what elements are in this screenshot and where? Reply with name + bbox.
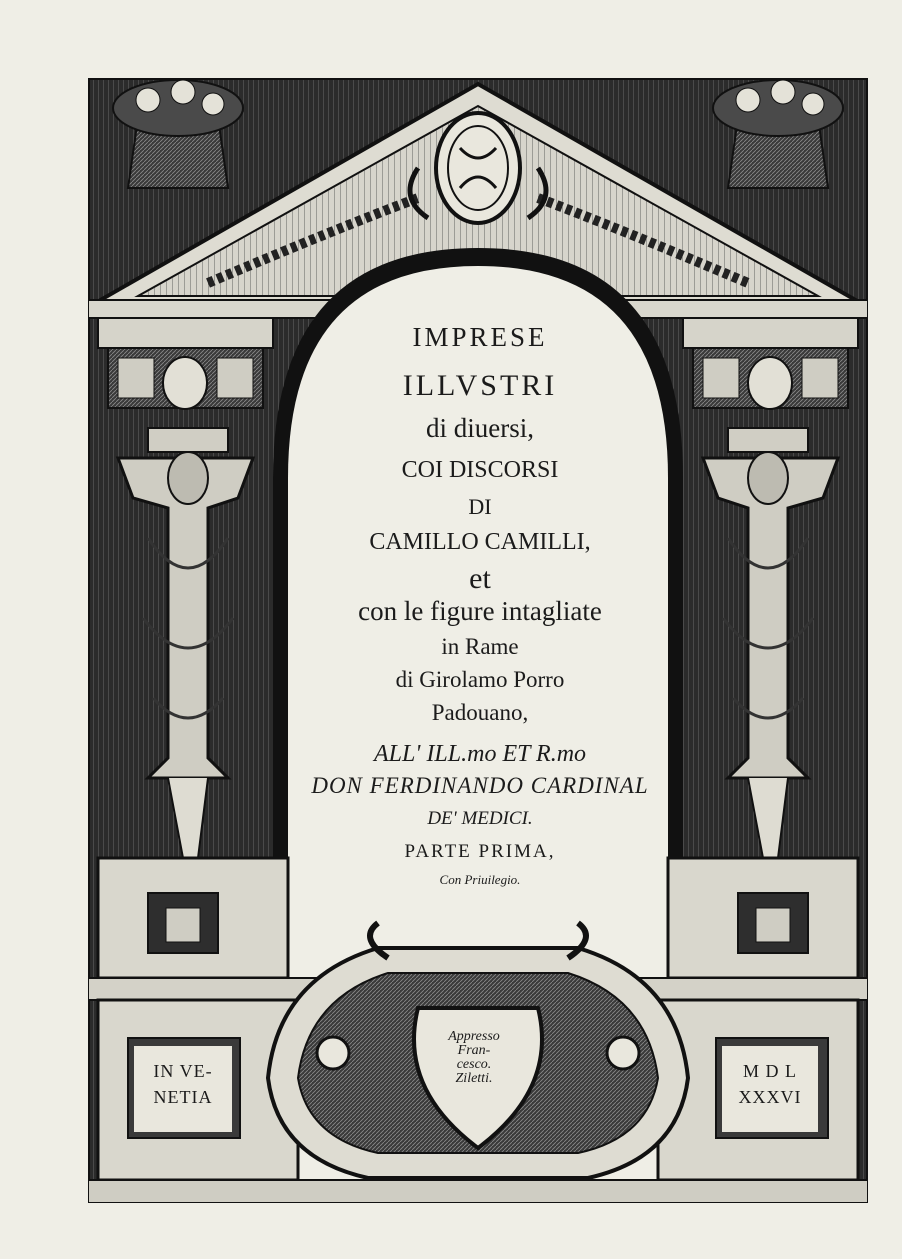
place-plaque xyxy=(134,1046,232,1132)
place-line-1: IN VE- xyxy=(153,1061,213,1081)
title-line-figure: con le figure intagliate xyxy=(358,596,602,626)
title-line-di-diuersi: di diuersi, xyxy=(426,413,534,443)
engraver-name: di Girolamo Porro xyxy=(395,667,565,692)
dedication-line: ALL' ILL.mo ET R.mo xyxy=(373,741,587,767)
title-line-di: DI xyxy=(468,494,492,519)
date-line-1: M D L xyxy=(743,1061,797,1081)
dedicatee-name: DON FERDINANDO CARDINAL xyxy=(311,773,649,798)
author-name: CAMILLO CAMILLI, xyxy=(369,529,591,555)
title-line-illustri: ILLVSTRI xyxy=(402,369,558,402)
title-line-et: et xyxy=(469,562,491,595)
date-line-2: XXXVI xyxy=(738,1087,802,1107)
dedicatee-family: DE' MEDICI. xyxy=(427,808,533,829)
title-line-padouano: Padouano, xyxy=(431,700,529,725)
title-line-in-rame: in Rame xyxy=(441,634,519,659)
place-line-2: NETIA xyxy=(153,1087,213,1107)
title-line-coi-discorsi: COI DISCORSI xyxy=(401,457,559,483)
printer-line-3: cesco. xyxy=(456,1057,492,1072)
date-plaque xyxy=(722,1046,818,1132)
printer-line-1: Appresso xyxy=(448,1029,500,1044)
part-label: PARTE PRIMA, xyxy=(404,841,556,862)
privilege-note: Con Priuilegio. xyxy=(439,872,521,887)
printer-line-4: Ziletti. xyxy=(455,1071,493,1086)
title-text-block xyxy=(290,318,670,938)
printer-line-2: Fran- xyxy=(457,1043,491,1058)
title-line-imprese: IMPRESE xyxy=(412,322,548,352)
printer-shield xyxy=(430,1030,518,1122)
